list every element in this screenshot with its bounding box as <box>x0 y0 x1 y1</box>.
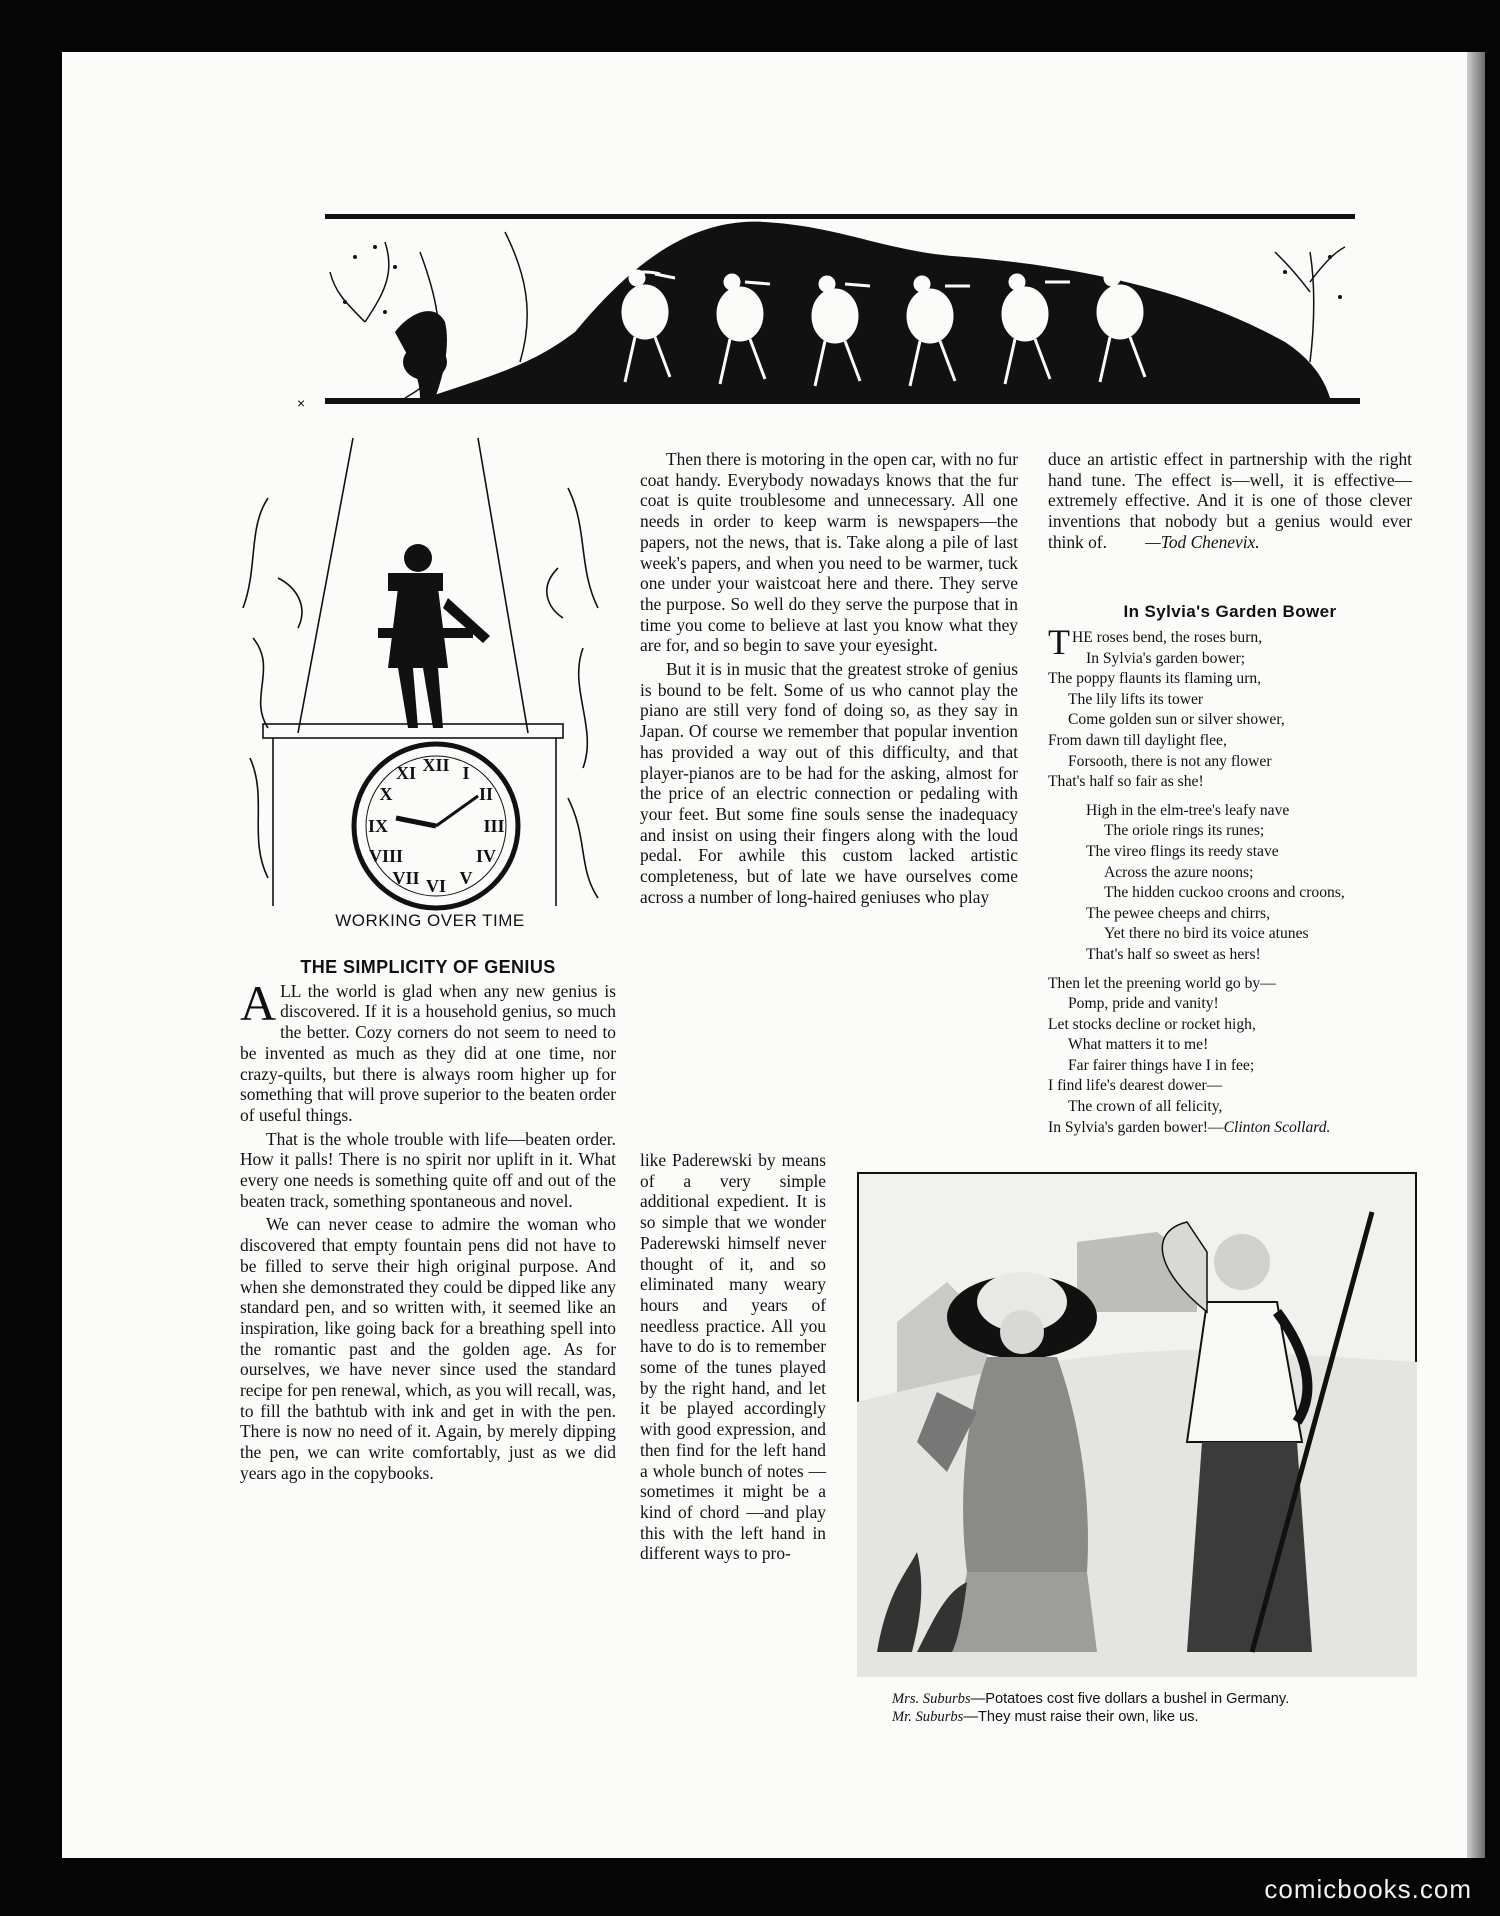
poem-line: The oriole rings its runes; <box>1104 822 1265 840</box>
poem-line: I find life's dearest dower— <box>1048 1077 1223 1095</box>
svg-text:II: II <box>478 784 494 804</box>
window-washer-figure <box>378 544 490 728</box>
poem-line: Forsooth, there is not any flower <box>1068 752 1272 770</box>
poem-line: THE roses bend, the roses burn, <box>1048 622 1263 662</box>
poem-line: The poppy flaunts its flaming urn, <box>1048 670 1262 688</box>
svg-text:VIII: VIII <box>368 846 404 866</box>
illustration-caption: WORKING OVER TIME <box>335 911 525 930</box>
poem-line: In Sylvia's garden bower!—Clinton Scollard. <box>1048 1118 1331 1136</box>
article-signature: —Tod Chenevix. <box>1145 531 1260 552</box>
poem-stanza-1 <box>1048 622 1412 793</box>
poem-line: From dawn till daylight flee, <box>1048 731 1227 749</box>
clock-face <box>354 744 518 908</box>
svg-text:I: I <box>462 763 470 783</box>
article-paragraph-2: That is the whole trouble with life—beaten order. How it palls! There is no spirit nor uplift in it. What every one needs is something quite off and out of the beaten track, something spontaneous and novel. <box>240 1128 616 1211</box>
poem-stanza-3 <box>1048 974 1412 1139</box>
poem-line: That's half so sweet as hers! <box>1086 945 1261 963</box>
window-washer-clock-illustration <box>238 438 608 906</box>
caption-speaker-1: Mrs. Suburbs <box>892 1691 971 1707</box>
poem-line: Yet there no bird its voice atunes <box>1104 925 1309 943</box>
svg-text:XI: XI <box>395 763 417 783</box>
article-paragraph-1: ALL the world is glad when any new genius is discovered. If it is a household genius, so much the better. Cozy corners do not seem to need to be invented as much as they did at one time, nor crazy-quilts, but there is always room higher up for something that will prove superior to the beaten order of useful things. <box>240 974 616 1125</box>
article-column-2-narrow <box>640 1150 826 1564</box>
article-drop-cap: A <box>240 974 277 1031</box>
site-watermark: comicbooks.com <box>1264 1874 1472 1904</box>
dancers-banner-illustration <box>297 212 1360 412</box>
cartoon-caption <box>892 1690 1412 1726</box>
svg-text:V: V <box>459 868 473 888</box>
poem-line: Come golden sun or silver shower, <box>1068 711 1285 729</box>
poem <box>1048 602 1412 1138</box>
article-paragraph-4: Then there is motoring in the open car, with no fur coat handy. Everybody nowadays knows that the fur coat is quite troublesome and unnecessary. All one needs in order to keep warm is newspapers—the papers, not the news, that is. Take along a pile of last week's papers, and when you need to be warmer, tuck one under your waistcoat here and there. They serve the purpose. So well do they serve the purpose that in time you come to believe at last you know what they are for, and so begin to save your eyesight. <box>640 449 1018 656</box>
cartoon-caption-line-2: Mr. Suburbs—They must raise their own, like us. <box>892 1709 1199 1725</box>
poem-line: The hidden cuckoo croons and croons, <box>1104 884 1345 902</box>
poem-author: Clinton Scollard. <box>1223 1118 1331 1136</box>
poem-stanza-2 <box>1048 801 1412 966</box>
svg-text:III: III <box>483 816 505 836</box>
poem-line: Far fairer things have I in fee; <box>1068 1056 1255 1074</box>
article-title: THE SIMPLICITY OF GENIUS <box>300 957 556 977</box>
poem-line: High in the elm-tree's leafy nave <box>1086 801 1290 819</box>
poem-line: What matters it to me! <box>1068 1036 1209 1054</box>
poem-line: Then let the preening world go by— <box>1048 974 1276 992</box>
poem-line: The lily lifts its tower <box>1068 690 1204 708</box>
poem-line: That's half so fair as she! <box>1048 773 1204 791</box>
poem-line: The vireo flings its reedy stave <box>1086 842 1279 860</box>
svg-text:VII: VII <box>392 868 420 888</box>
svg-text:XII: XII <box>422 755 450 775</box>
poem-drop-cap: T <box>1048 622 1070 662</box>
svg-text:VI: VI <box>425 876 447 896</box>
article-paragraph-5b: like Paderewski by means of a very simple additional expedient. It is so simple that we wonder Paderewski himself never thought of it, and so eliminated many weary hours and years of needless practice. All you have to do is to remember some of the tunes played by the right hand, and let it be played accordingly with good expression, and then find for the left hand a whole bunch of notes —sometimes it might be a kind of chord —and play this with the left hand in different ways to pro- <box>640 1150 826 1564</box>
poem-line: Let stocks decline or rocket high, <box>1048 1015 1256 1033</box>
poem-line: Pomp, pride and vanity! <box>1068 995 1219 1013</box>
article-paragraph-5a: But it is in music that the greatest stroke of genius is bound to be felt. Some of us who cannot play the piano are still very fond of doing so, as they say in Japan. Of course we remember that popular invention has provided a way out of this difficulty, and that player-pianos are to be had for the asking, almost for the price of an electric connection or pedaling with your feet. But some fine souls sense the inadequacy and insist on using their fingers along with the loud pedal. For awhile this custom lacked artistic completeness, but of late we have ourselves come across a number of long-haired geniuses who play <box>640 659 1018 907</box>
svg-text:IV: IV <box>475 846 497 866</box>
article-column-2 <box>640 449 1018 907</box>
article-column-1 <box>240 957 616 1484</box>
svg-text:×: × <box>297 395 306 411</box>
article-paragraph-5c: duce an artistic effect in partnership with the right hand tune. The effect is—well, it is effective—extremely effective. And it is one of those clever inventions that nobody but a genius would ever think of. —Tod Chenevix. <box>1048 449 1412 552</box>
caption-speaker-2: Mr. Suburbs <box>892 1709 964 1725</box>
svg-text:X: X <box>379 784 393 804</box>
poem-line: Across the azure noons; <box>1104 863 1254 881</box>
article-paragraph-3: We can never cease to admire the woman who discovered that empty fountain pens did not have to be filled to serve their high original purpose. And when she demonstrated they could be dipped like any standard pen, and so written with, it seemed like an inspiration, like going back for a breathing spell into the romantic past and the golden age. As for ourselves, we have never since used the standard recipe for pen renewal, which, as you will recall, was, to fill the bathtub with ink and get in with the pen. There is now no need of it. Again, by merely dipping the pen, we can write comfortably, just as we did years ago in the copybooks. <box>240 1214 616 1483</box>
svg-text:IX: IX <box>367 816 389 836</box>
suburbs-cartoon-illustration <box>857 1172 1417 1677</box>
poem-title: In Sylvia's Garden Bower <box>1123 602 1337 621</box>
poem-line: The crown of all felicity, <box>1068 1098 1223 1116</box>
poem-line: The pewee cheeps and chirrs, <box>1086 904 1271 922</box>
poem-line: In Sylvia's garden bower; <box>1086 649 1246 667</box>
article-column-3 <box>1048 449 1412 553</box>
cartoon-caption-line-1: Mrs. Suburbs—Potatoes cost five dollars a bushel in Germany. <box>892 1691 1290 1707</box>
page-edge-shadow <box>1467 52 1485 1858</box>
